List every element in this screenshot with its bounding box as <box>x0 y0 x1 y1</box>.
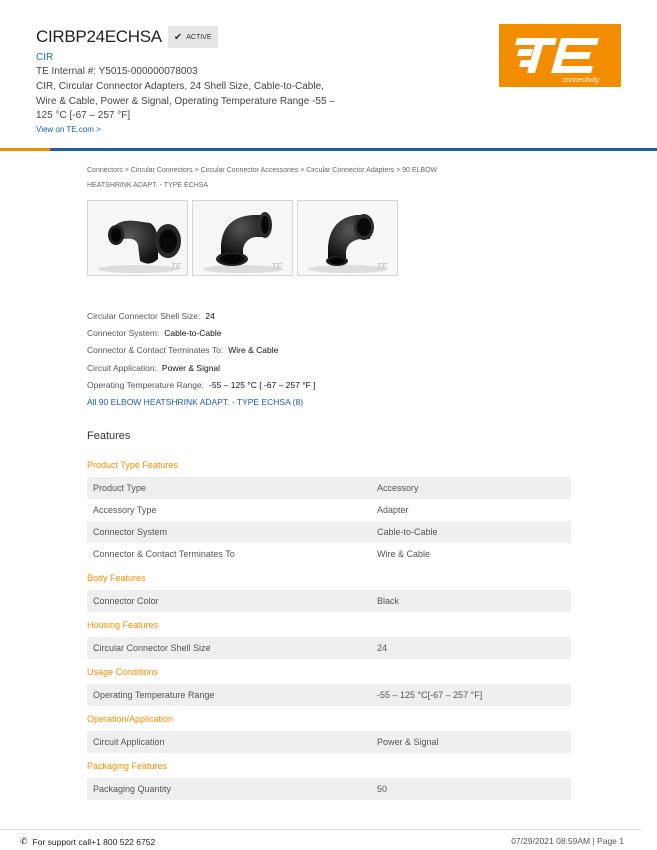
elbow-adapter-image <box>193 201 294 277</box>
spec-row <box>87 377 316 394</box>
title-row <box>36 26 218 48</box>
header-rule-orange <box>0 148 50 151</box>
product-thumbnail-1[interactable] <box>87 200 188 276</box>
breadcrumb[interactable]: Connectors > Circular Connectors > Circular Connector Accessories > Circular Connector Adapters > 90 ELBOW HEATSHRINK ADAPT. - TYPE ECHSA <box>87 167 438 189</box>
te-logo-icon <box>499 24 621 87</box>
feature-value: 50 <box>377 784 388 794</box>
feature-key: Circular Connector Shell Size <box>93 643 211 653</box>
footer-support <box>20 836 155 847</box>
table-row <box>87 590 571 612</box>
document-header <box>0 0 657 148</box>
elbow-adapter-image <box>298 201 399 277</box>
table-row <box>87 637 571 659</box>
table-row <box>87 521 571 543</box>
product-description: CIR, Circular Connector Adapters, 24 Shell Size, Cable-to-Cable, Wire & Cable, Power & Signal, Operating Temperature Range -55 – 125 °C [-67 – 257 °F] <box>36 81 335 121</box>
thumb-watermark: TE <box>376 262 388 271</box>
product-thumbnail-2[interactable] <box>192 200 293 276</box>
table-row <box>87 477 571 499</box>
feature-key: Circuit Application <box>93 737 165 747</box>
feature-key: Product Type <box>93 483 146 493</box>
feature-key: Connector & Contact Terminates To <box>93 549 235 559</box>
section-heading: Usage Conditions <box>87 667 159 677</box>
logo-sub-text: connectivity <box>562 77 600 84</box>
table-row <box>87 499 571 521</box>
status-label: ACTIVE <box>186 33 212 41</box>
feature-key: Connector System <box>93 527 168 537</box>
spec-value: -55 – 125 °C [ -67 – 257 °F ] <box>209 380 316 391</box>
features-table <box>87 456 571 800</box>
spec-row <box>87 324 316 341</box>
brand-link[interactable]: CIR <box>36 52 54 63</box>
feature-value: -55 – 125 °C[-67 – 257 °F] <box>377 690 483 700</box>
spec-row <box>87 307 316 324</box>
section-heading: Housing Features <box>87 620 159 630</box>
feature-key: Packaging Quantity <box>93 784 172 794</box>
feature-value: Accessory <box>377 483 419 493</box>
thumb-watermark: TE <box>170 262 182 271</box>
spec-label: Circular Connector Shell Size: <box>87 310 201 321</box>
spec-value: Wire & Cable <box>228 345 279 356</box>
feature-value: Black <box>377 596 400 606</box>
section-heading: Product Type Features <box>87 460 178 470</box>
spec-label: Connector & Contact Terminates To: <box>87 345 224 356</box>
feature-value: Power & Signal <box>377 737 439 747</box>
feature-key: Connector Color <box>93 596 159 606</box>
te-logo <box>499 24 621 87</box>
feature-value: Adapter <box>377 505 409 515</box>
section-heading: Operation/Application <box>87 714 174 724</box>
spec-row <box>87 342 316 359</box>
view-on-te-link[interactable]: View on TE.com > <box>36 125 101 134</box>
thumb-watermark: TE <box>271 262 283 271</box>
spec-label: Operating Temperature Range: <box>87 380 205 391</box>
table-row <box>87 543 571 565</box>
all-products-link[interactable]: All 90 ELBOW HEATSHRINK ADAPT. - TYPE ECHSA (8) <box>87 397 304 407</box>
spec-value: 24 <box>205 310 215 321</box>
footer-divider <box>0 829 642 830</box>
section-heading: Packaging Features <box>87 761 168 771</box>
table-row <box>87 778 571 800</box>
header-rule-blue <box>50 148 657 151</box>
table-row <box>87 731 571 753</box>
support-text: For support call+1 800 522 6752 <box>32 836 156 847</box>
spec-row <box>87 359 316 376</box>
spec-label: Circuit Application: <box>87 362 157 373</box>
elbow-adapter-image <box>88 201 189 277</box>
footer-date-page: 07/29/2021 08:59AM | Page 1 <box>511 836 624 846</box>
key-specs <box>87 307 316 394</box>
internal-number: TE Internal #: Y5015-000000078003 <box>36 66 198 77</box>
spec-value: Cable-to-Cable <box>164 328 222 339</box>
feature-value: Cable-to-Cable <box>377 527 438 537</box>
spec-label: Connector System: <box>87 328 160 339</box>
section-heading: Body Features <box>87 573 146 583</box>
spec-value: Power & Signal <box>161 362 221 373</box>
features-heading: Features <box>87 430 131 442</box>
feature-value: Wire & Cable <box>377 549 431 559</box>
feature-key: Operating Temperature Range <box>93 690 215 700</box>
phone-icon: ✆ <box>20 836 28 846</box>
status-badge <box>168 26 218 48</box>
product-thumbnail-3[interactable] <box>297 200 398 276</box>
product-thumbnails <box>87 200 398 276</box>
table-row <box>87 684 571 706</box>
feature-key: Accessory Type <box>93 505 157 515</box>
feature-value: 24 <box>377 643 388 653</box>
checkmark-icon: ✔ <box>173 31 183 43</box>
page-title: CIRBP24ECHSA <box>36 27 162 46</box>
